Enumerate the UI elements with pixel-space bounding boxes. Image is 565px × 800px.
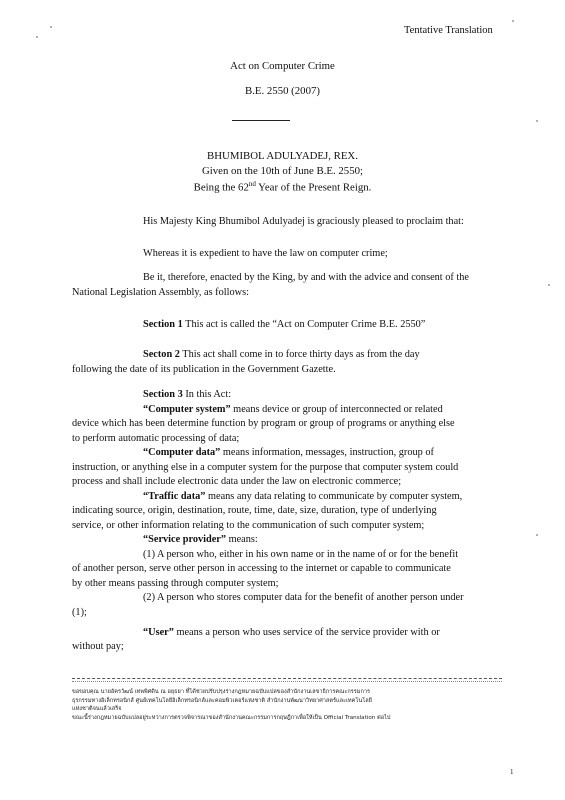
act-year: B.E. 2550 (2007) <box>245 85 320 97</box>
king-name: BHUMIBOL ADULYADEJ, REX. <box>207 150 358 162</box>
section-3: Section 3 In this Act: “Computer system” means device or group of interconnected or related device which has been determine function by program or group of programs or anything else to perform automatic processing of data; “Computer data” means information, messages, instruction, group of instruction, or anything else in a computer system for the purpose that computer system could process and shall include electronic data under the law on electronic commerce; “Traffic data” means any data relating to communicate by computer system, indicating source, origin, destination, route, time, date, size, duration, type of underlying service, or other information relating to the communication of such computer system; “Service provider” means: (1) A person who, either in his own name or in the name of or for the benefit of another person, serve other person in accessing to the internet or capable to communicate by other means passing through computer system; (2) A person who stores computer data for the benefit of another person under (1); “User” means a person who uses service of the service provider with or without pay; <box>72 388 502 655</box>
whereas-clause: Whereas it is expedient to have the law on computer crime; <box>143 248 388 259</box>
tentative-translation-label: Tentative Translation <box>404 25 493 36</box>
scan-speck <box>512 20 514 22</box>
given-date: Given on the 10th of June B.E. 2550; <box>201 165 364 177</box>
scan-speck <box>536 120 538 122</box>
footnote-acknowledgement: ขอขอบคุณ นายอัครวัฒน์ เทพพิศดิน ณ อยุธยา ที่ได้ช่วยปรับปรุงร่างกฎหมายฉบับแปลของสำนักงานเลขาธิการคณะกรรมการ ธุรกรรมทางอิเล็กทรอนิกส์ ศูนย์เทคโนโลยีอิเล็กทรอนิกส์และคอมพิวเตอร์แห่งชาติ สำนักงานพัฒนาวิทยาศาสตร์และเทคโนโลยี แห่งชาติจนแล้วเสร็จ ขณะนี้ร่างกฎหมายฉบับแปลอยู่ระหว่างการตรวจพิจารณาของสำนักงานคณะกรรมการกฤษฎีกาเพื่อให้เป็น Official Translation ต่อไป <box>72 689 391 721</box>
reign-year: Being the 62nd Year of the Present Reign. <box>193 180 372 194</box>
section-2: Secton 2 This act shall come in to force thirty days as from the day following the date of its publication in the Government Gazette. <box>72 349 420 375</box>
definition-user: “User” means a person who uses service of the service provider with or <box>143 626 440 638</box>
definition-traffic-data: “Traffic data” means any data relating to communicate by computer system, <box>143 490 463 502</box>
proclamation: His Majesty King Bhumibol Adulyadej is graciously pleased to proclaim that: <box>143 216 464 227</box>
enactment-clause: Be it, therefore, enacted by the King, by and with the advice and consent of the National Legislation Assembly, as follows: <box>72 272 469 298</box>
definition-computer-data: “Computer data” means information, messages, instruction, group of <box>143 447 434 458</box>
page-number: 1 <box>510 768 514 776</box>
definition-computer-system: “Computer system” means device or group of interconnected or related <box>143 403 443 415</box>
footnote-divider-2 <box>72 681 502 682</box>
scan-speck <box>50 26 52 28</box>
act-title: Act on Computer Crime <box>230 60 335 72</box>
definition-service-provider: “Service provider” means: <box>143 534 258 545</box>
footnote-divider <box>72 678 502 679</box>
title-divider <box>232 120 290 121</box>
scan-speck <box>36 36 38 38</box>
scan-speck <box>536 534 538 536</box>
scan-speck <box>548 284 550 286</box>
section-1: Section 1 This act is called the “Act on Computer Crime B.E. 2550” <box>143 319 426 330</box>
section-3-heading: Section 3 In this Act: <box>143 389 232 400</box>
